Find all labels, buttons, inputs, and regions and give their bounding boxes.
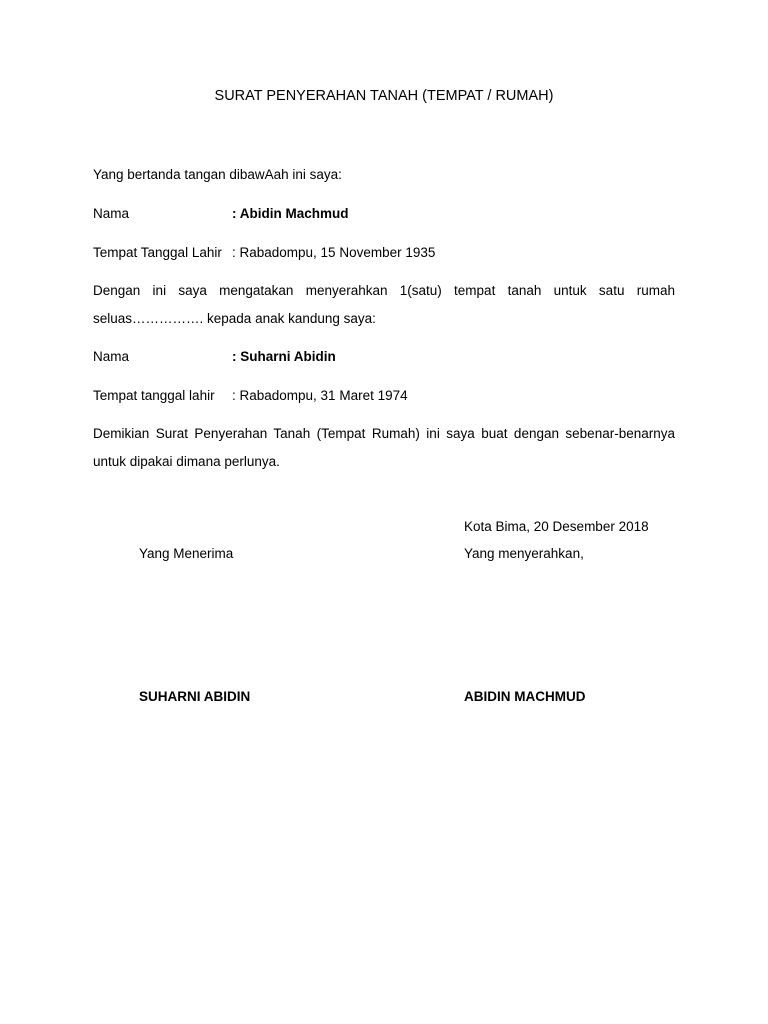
closing-paragraph: Demikian Surat Penyerahan Tanah (Tempat Rumah) ini saya buat dengan sebenar-benarnya untuk dipakai dimana perlunya. [93,426,675,469]
intro-text: Yang bertanda tangan dibawAah ini saya: [93,167,342,182]
giver-birth-row [93,245,435,260]
statement-paragraph: Dengan ini saya mengatakan menyerahkan 1(satu) tempat tanah untuk satu rumah seluas……………. kepada anak kandung saya: [93,283,675,326]
giver-role: Yang menyerahkan, [464,546,584,561]
receiver-birth-label: Tempat tanggal lahir [93,388,215,403]
receiver-birth-value: : Rabadompu, 31 Maret 1974 [232,388,408,403]
receiver-name-row [93,349,336,364]
giver-name-label: Nama [93,206,130,221]
giver-name-value: : Abidin Machmud [232,206,349,221]
giver-name-row [93,206,349,221]
receiver-signature-name: SUHARNI ABIDIN [139,689,251,704]
giver-birth-label: Tempat Tanggal Lahir [93,245,222,260]
document-title: SURAT PENYERAHAN TANAH (TEMPAT / RUMAH) [214,88,554,104]
receiver-name-label: Nama [93,349,130,364]
giver-signature-name: ABIDIN MACHMUD [464,689,586,704]
place-date: Kota Bima, 20 Desember 2018 [464,519,649,534]
receiver-birth-row [93,388,408,403]
receiver-role: Yang Menerima [139,546,234,561]
receiver-name-value: : Suharni Abidin [232,349,336,364]
giver-birth-value: : Rabadompu, 15 November 1935 [232,245,436,260]
